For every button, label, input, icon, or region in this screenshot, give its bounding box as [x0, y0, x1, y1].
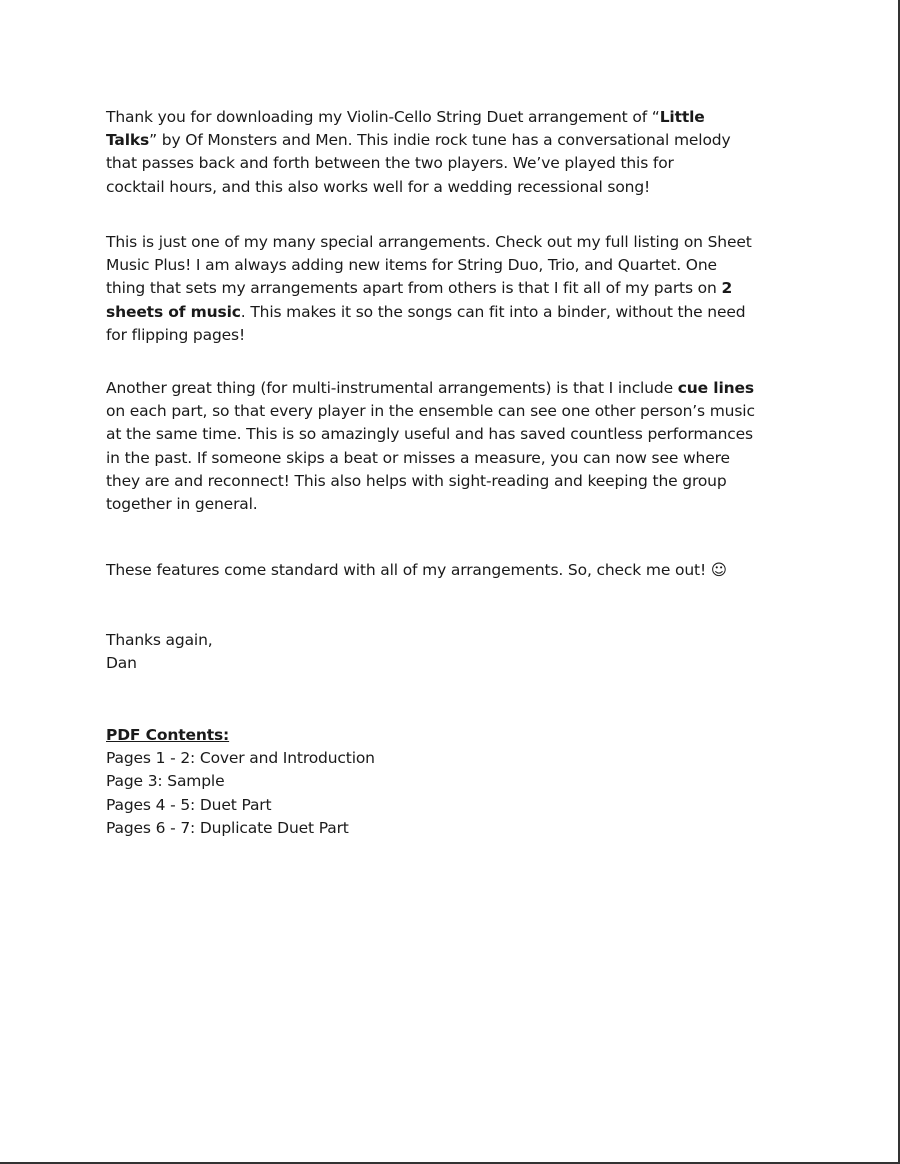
features-line: These features come standard with all of my arrangements. So, check me out! ☺ [106, 561, 727, 579]
cue-line-6: together in general. [106, 495, 258, 514]
intro-line-3: that passes back and forth between the two players. We’ve played this for [106, 154, 674, 173]
pdf-contents-heading: PDF Contents: [106, 726, 230, 744]
smiley-icon: ☺ [710, 561, 727, 579]
contents-item: Pages 4 - 5: Duet Part [106, 795, 272, 814]
closing-line: Thanks again, [106, 631, 213, 649]
arrangements-line-2: Music Plus! I am always adding new items for String Duo, Trio, and Quartet. One [106, 256, 717, 275]
two-sheets-bold-1: 2 [721, 279, 733, 298]
arrangements-line-3: thing that sets my arrangements apart from others is that I fit all of my parts on 2 [106, 279, 733, 298]
intro-line-1: Thank you for downloading my Violin-Cello String Duet arrangement of “Little [106, 108, 705, 126]
closing-block [106, 629, 800, 675]
song-title-part-1: Little [659, 108, 705, 126]
song-title-part-2: Talks [106, 131, 150, 150]
cue-lines-bold: cue lines [677, 379, 754, 397]
contents-item: Pages 1 - 2: Cover and Introduction [106, 749, 375, 768]
arrangements-paragraph [106, 231, 800, 347]
intro-line-2: Talks” by Of Monsters and Men. This indie rock tune has a conversational melody [106, 131, 731, 150]
intro-paragraph [106, 106, 800, 199]
cue-line-5: they are and reconnect! This also helps with sight-reading and keeping the group [106, 471, 727, 490]
arrangements-line-4: sheets of music. This makes it so the songs can fit into a binder, without the need [106, 302, 746, 321]
signature: Dan [106, 654, 137, 673]
cue-line-3: at the same time. This is so amazingly useful and has saved countless performances [106, 425, 753, 444]
cue-line-2: on each part, so that every player in the ensemble can see one other person’s music [106, 402, 755, 421]
pdf-contents [106, 724, 800, 840]
two-sheets-bold-2: sheets of music [106, 302, 241, 321]
intro-line-4: cocktail hours, and this also works well for a wedding recessional song! [106, 177, 651, 196]
arrangements-line-1: This is just one of my many special arrangements. Check out my full listing on Sheet [106, 233, 752, 251]
cue-line-1: Another great thing (for multi-instrumental arrangements) is that I include cue lines [106, 379, 754, 397]
cue-lines-paragraph [106, 377, 800, 516]
cue-line-4: in the past. If someone skips a beat or misses a measure, you can now see where [106, 448, 730, 467]
arrangements-line-5: for flipping pages! [106, 325, 246, 344]
contents-item: Pages 6 - 7: Duplicate Duet Part [106, 818, 349, 837]
features-paragraph [106, 559, 800, 582]
contents-item: Page 3: Sample [106, 772, 225, 791]
